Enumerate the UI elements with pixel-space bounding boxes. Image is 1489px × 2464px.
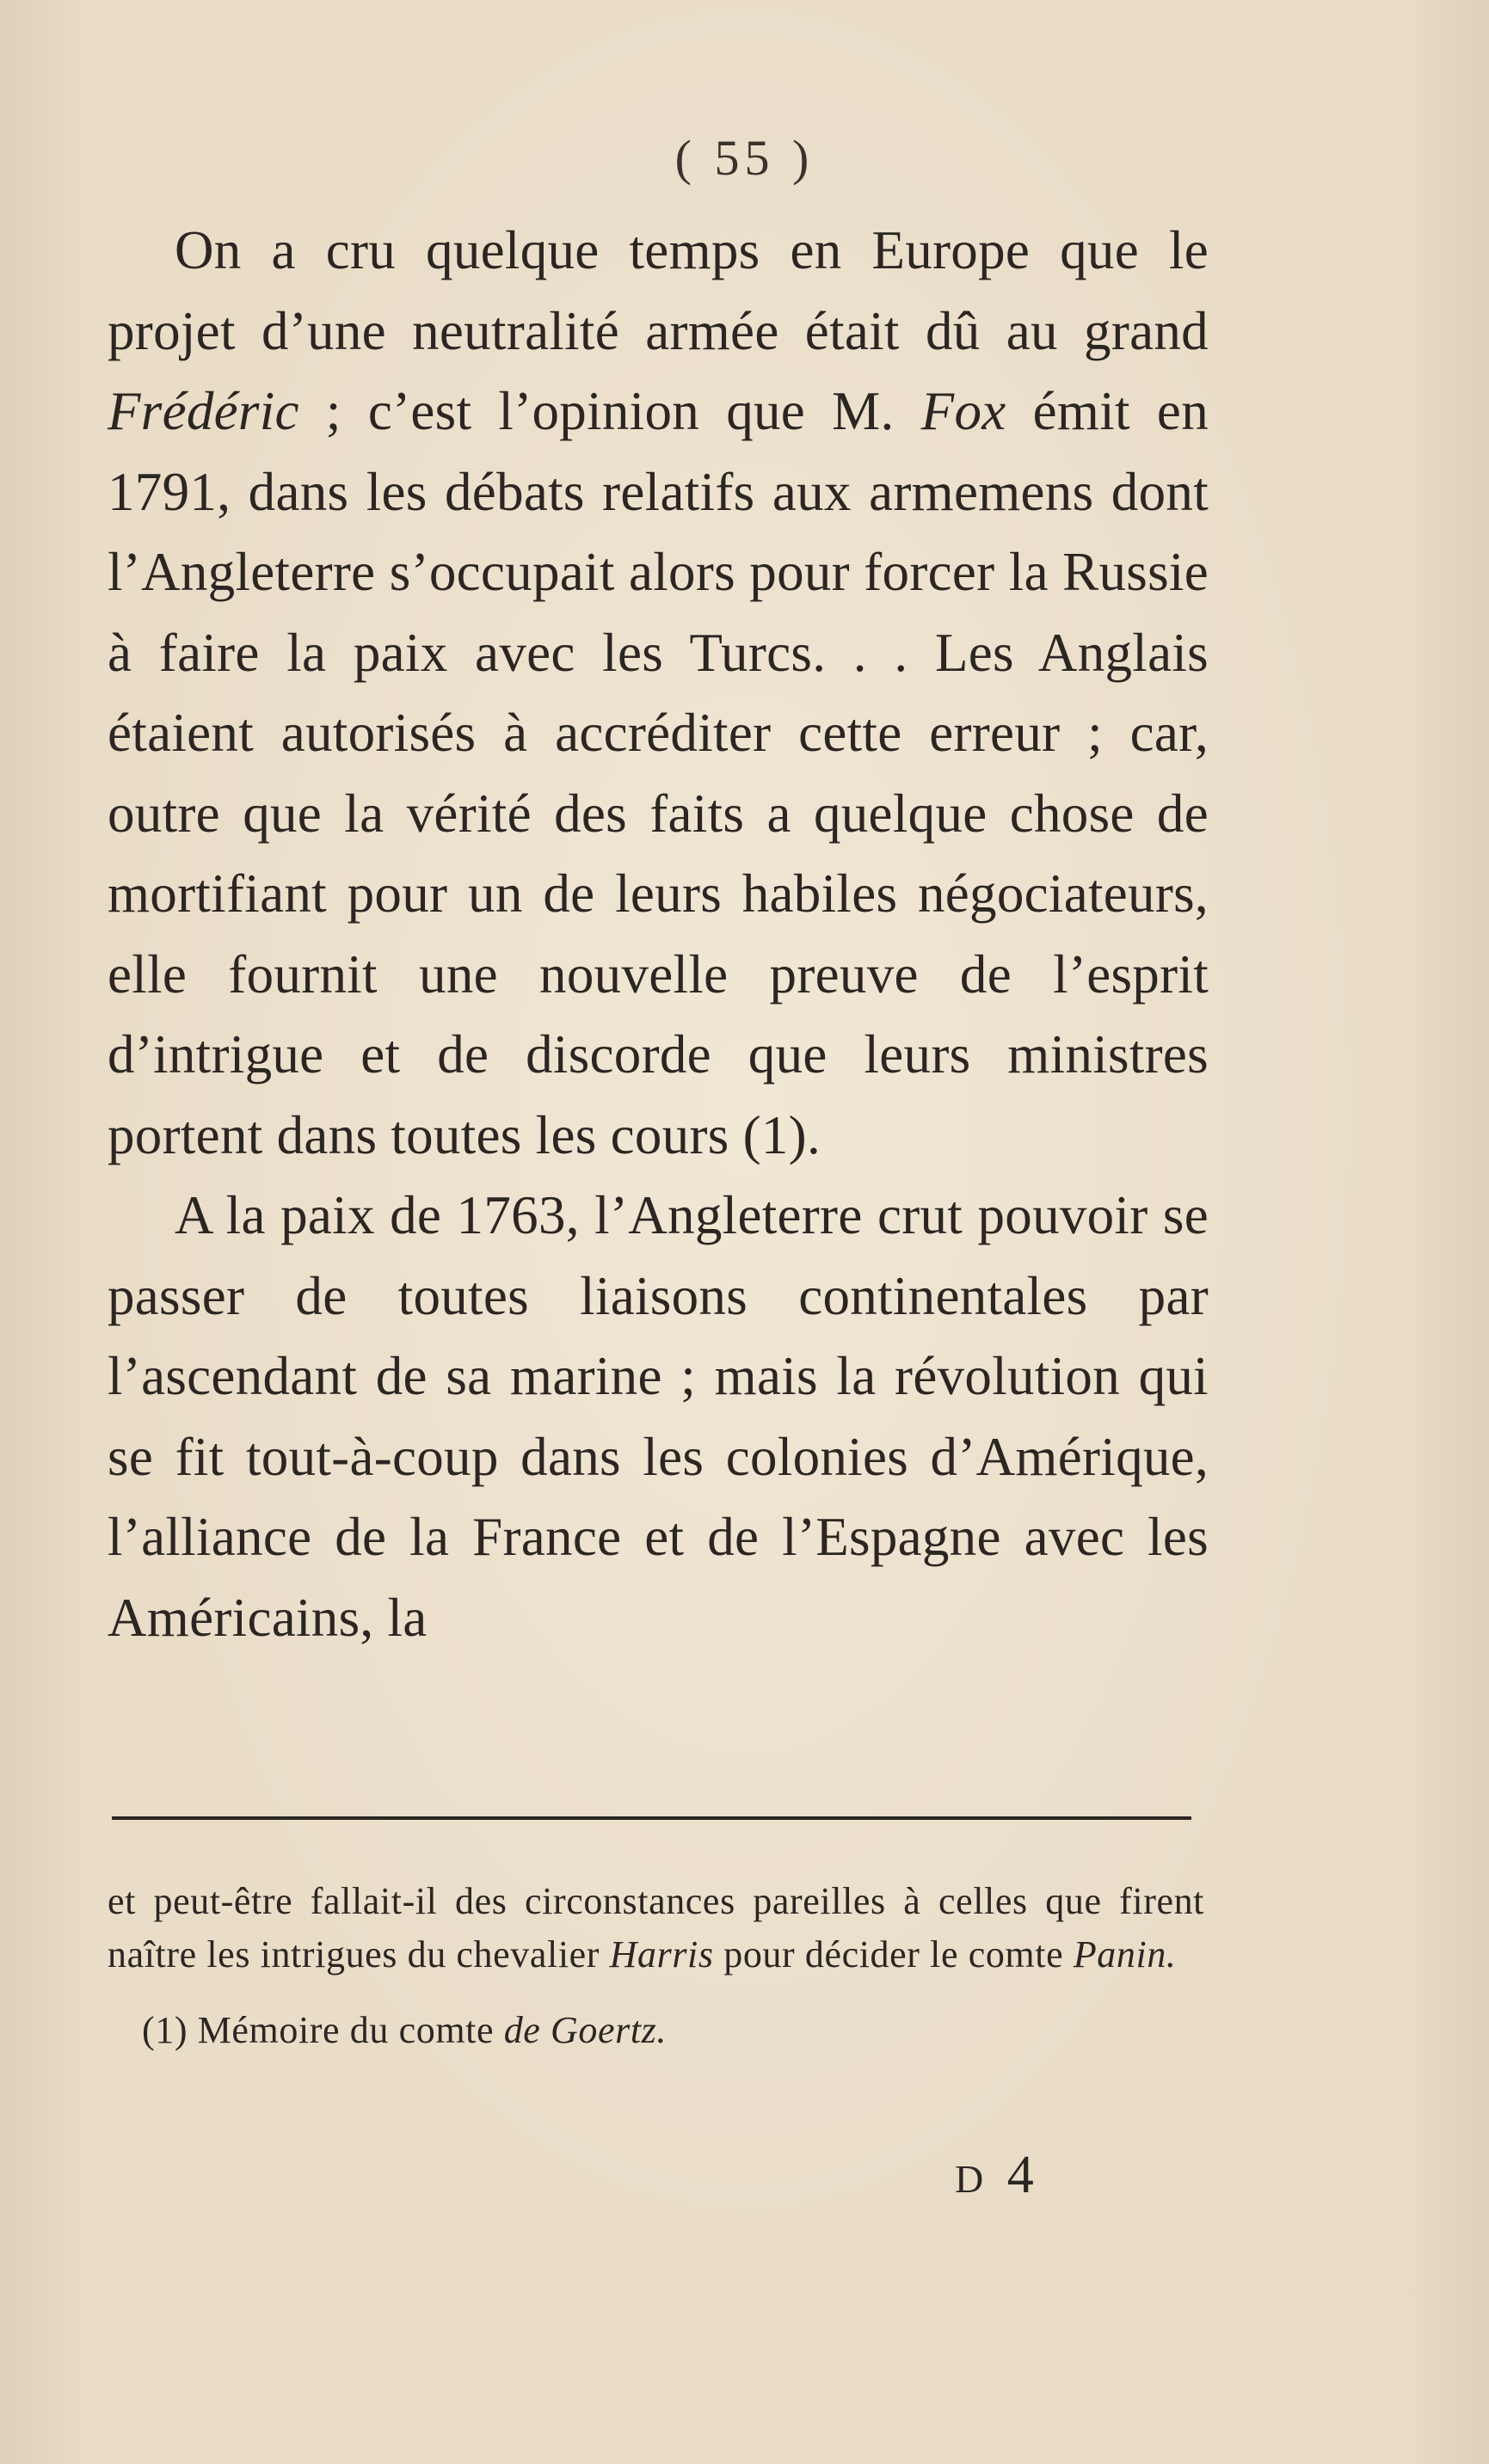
text-segment: ; c’est l’opinion que M. xyxy=(298,381,921,441)
italic-name-frederic: Frédéric xyxy=(108,381,299,441)
text-segment: émit en 1791, dans les débats relatifs aux armemens dont l’Angleterre s’occupait alors pour forcer la Russie à faire la paix avec les Turcs. . . Les Anglais étaient autorisés à accréditer cette erreur ; car, outre que la vérité des faits a quelque chose de mortifiant pour un de leurs habiles négociateurs, elle fournit une nouvelle preuve de l’esprit d’intrigue et de discorde que leurs ministres portent dans toutes les cours (1). xyxy=(108,381,1209,1165)
paragraph-1 xyxy=(108,211,1209,1176)
paragraph-2 xyxy=(108,1176,1209,1658)
footnote-segment: (1) Mémoire du comte xyxy=(142,2009,504,2051)
text-segment: On a cru quelque temps en Europe que le projet d’une neutralité armée était dû au grand xyxy=(108,220,1209,361)
signature-letter: D xyxy=(955,2157,991,2201)
italic-name-fox: Fox xyxy=(920,381,1006,441)
italic-name-harris: Harris xyxy=(609,1933,714,1976)
footnotes xyxy=(108,1875,1204,2057)
text-segment: A la paix de 1763, l’Angleterre crut pouvoir se passer de toutes liaisons continentales par l’ascendant de sa marine ; mais la révolution qui se fit tout-à-coup dans les colonies d’Amérique, l’alliance de la France et de l’Espagne avec les Américains, la xyxy=(108,1185,1209,1648)
footnote-divider xyxy=(112,1816,1191,1820)
italic-name-goertz: de Goertz. xyxy=(503,2009,668,2051)
printer-signature-mark xyxy=(955,2145,1041,2206)
footnote-segment: et peut-être fallait-il des circonstances pareilles à celles que firent naître les intrigues du chevalier xyxy=(108,1880,1204,1976)
signature-number: 4 xyxy=(1006,2146,1041,2204)
main-text xyxy=(108,211,1209,1658)
footnote-segment: pour décider le comte xyxy=(713,1933,1074,1976)
footnote-1 xyxy=(108,2004,1204,2057)
italic-name-panin: Panin. xyxy=(1073,1933,1177,1976)
footnote-continuation xyxy=(108,1875,1204,1982)
page-number: ( 55 ) xyxy=(674,130,815,186)
